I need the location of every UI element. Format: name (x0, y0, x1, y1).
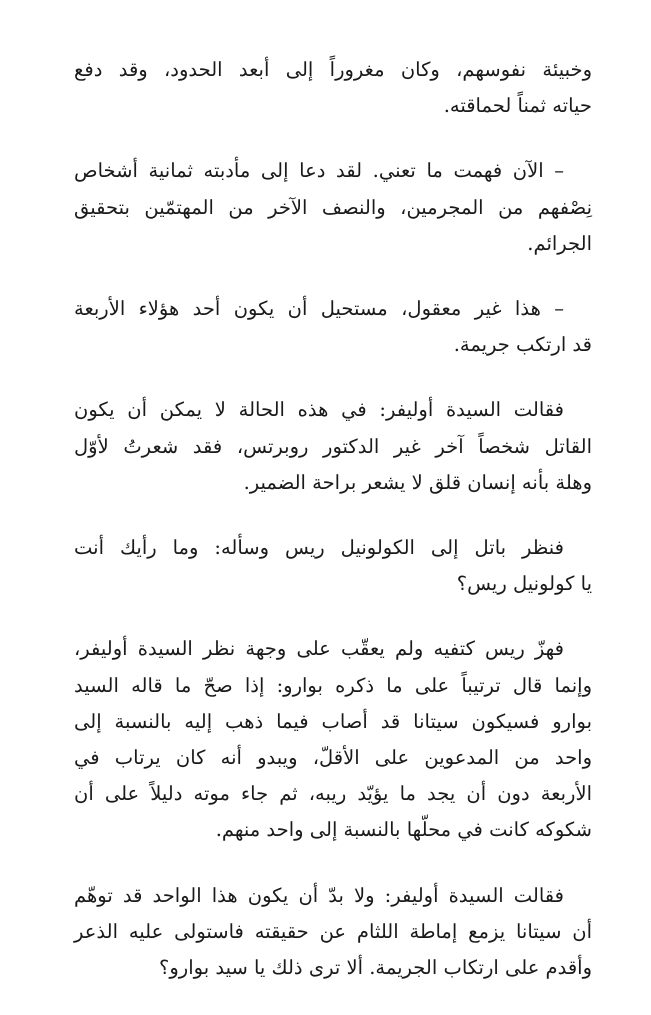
text-line: حياته ثمناً لحماقته. (443, 94, 592, 118)
paragraph-3 (74, 291, 592, 363)
text-line: وإنما قال ترتيباً على ما ذكره بوارو: إذا صحّ ما قاله السيد (74, 673, 592, 697)
text-line: وهلة بأنه إنسان قلق لا يشعر براحة الضمير. (243, 470, 592, 494)
text-line: فهزّ ريس كتفيه ولم يعقّب على وجهة نظر السيدة أوليفر، (74, 637, 564, 661)
text-line: بوارو فسيكون سيتانا قد أصاب فيما ذهب إليه بالنسبة إلى (74, 709, 592, 733)
paragraph-4 (74, 392, 592, 501)
text-line: قد ارتكب جريمة. (453, 333, 592, 357)
paragraph-6 (74, 631, 592, 848)
text-line: أن سيتانا يزمع إماطة اللثام عن حقيقته فاستولى عليه الذعر (74, 919, 592, 943)
text-line: واحد من المدعوين على الأقلّ، ويبدو أنه كان يرتاب في (74, 746, 592, 770)
text-line: – هذا غير معقول، مستحيل أن يكون أحد هؤلاء الأربعة (74, 297, 564, 321)
paragraph-5 (74, 530, 592, 602)
paragraph-1 (74, 52, 592, 124)
text-line: يا كولونيل ريس؟ (456, 572, 592, 596)
paragraph-7 (74, 878, 592, 987)
text-line: نِصْفهم من المجرمين، والنصف الآخر من المهتمّين بتحقيق (74, 195, 592, 219)
text-line: شكوكه كانت في محلّها بالنسبة إلى واحد منهم. (215, 818, 592, 842)
text-line: فنظر باتل إلى الكولونيل ريس وسأله: وما رأيك أنت (74, 536, 564, 560)
text-line: القاتل شخصاً آخر غير الدكتور روبرتس، فقد شعرتُ لأوّل (74, 434, 592, 458)
text-line: الجرائم. (527, 231, 592, 255)
text-line: فقالت السيدة أوليفر: ولا بدّ أن يكون هذا الواحد قد توهّم (74, 883, 564, 907)
text-line: فقالت السيدة أوليفر: في هذه الحالة لا يمكن أن يكون (74, 398, 564, 422)
text-line: الأربعة دون أن يجد ما يؤيّد ريبه، ثم جاء موته دليلاً على أن (74, 782, 592, 806)
text-line: وأقدم على ارتكاب الجريمة. ألا ترى ذلك يا سيد بوارو؟ (159, 956, 592, 980)
book-page (74, 52, 592, 1015)
text-line: – الآن فهمت ما تعني. لقد دعا إلى مأدبته ثمانية أشخاص (74, 159, 564, 183)
paragraph-2 (74, 153, 592, 262)
text-line: وخبيئة نفوسهم، وكان مغروراً إلى أبعد الحدود، وقد دفع (74, 58, 592, 81)
